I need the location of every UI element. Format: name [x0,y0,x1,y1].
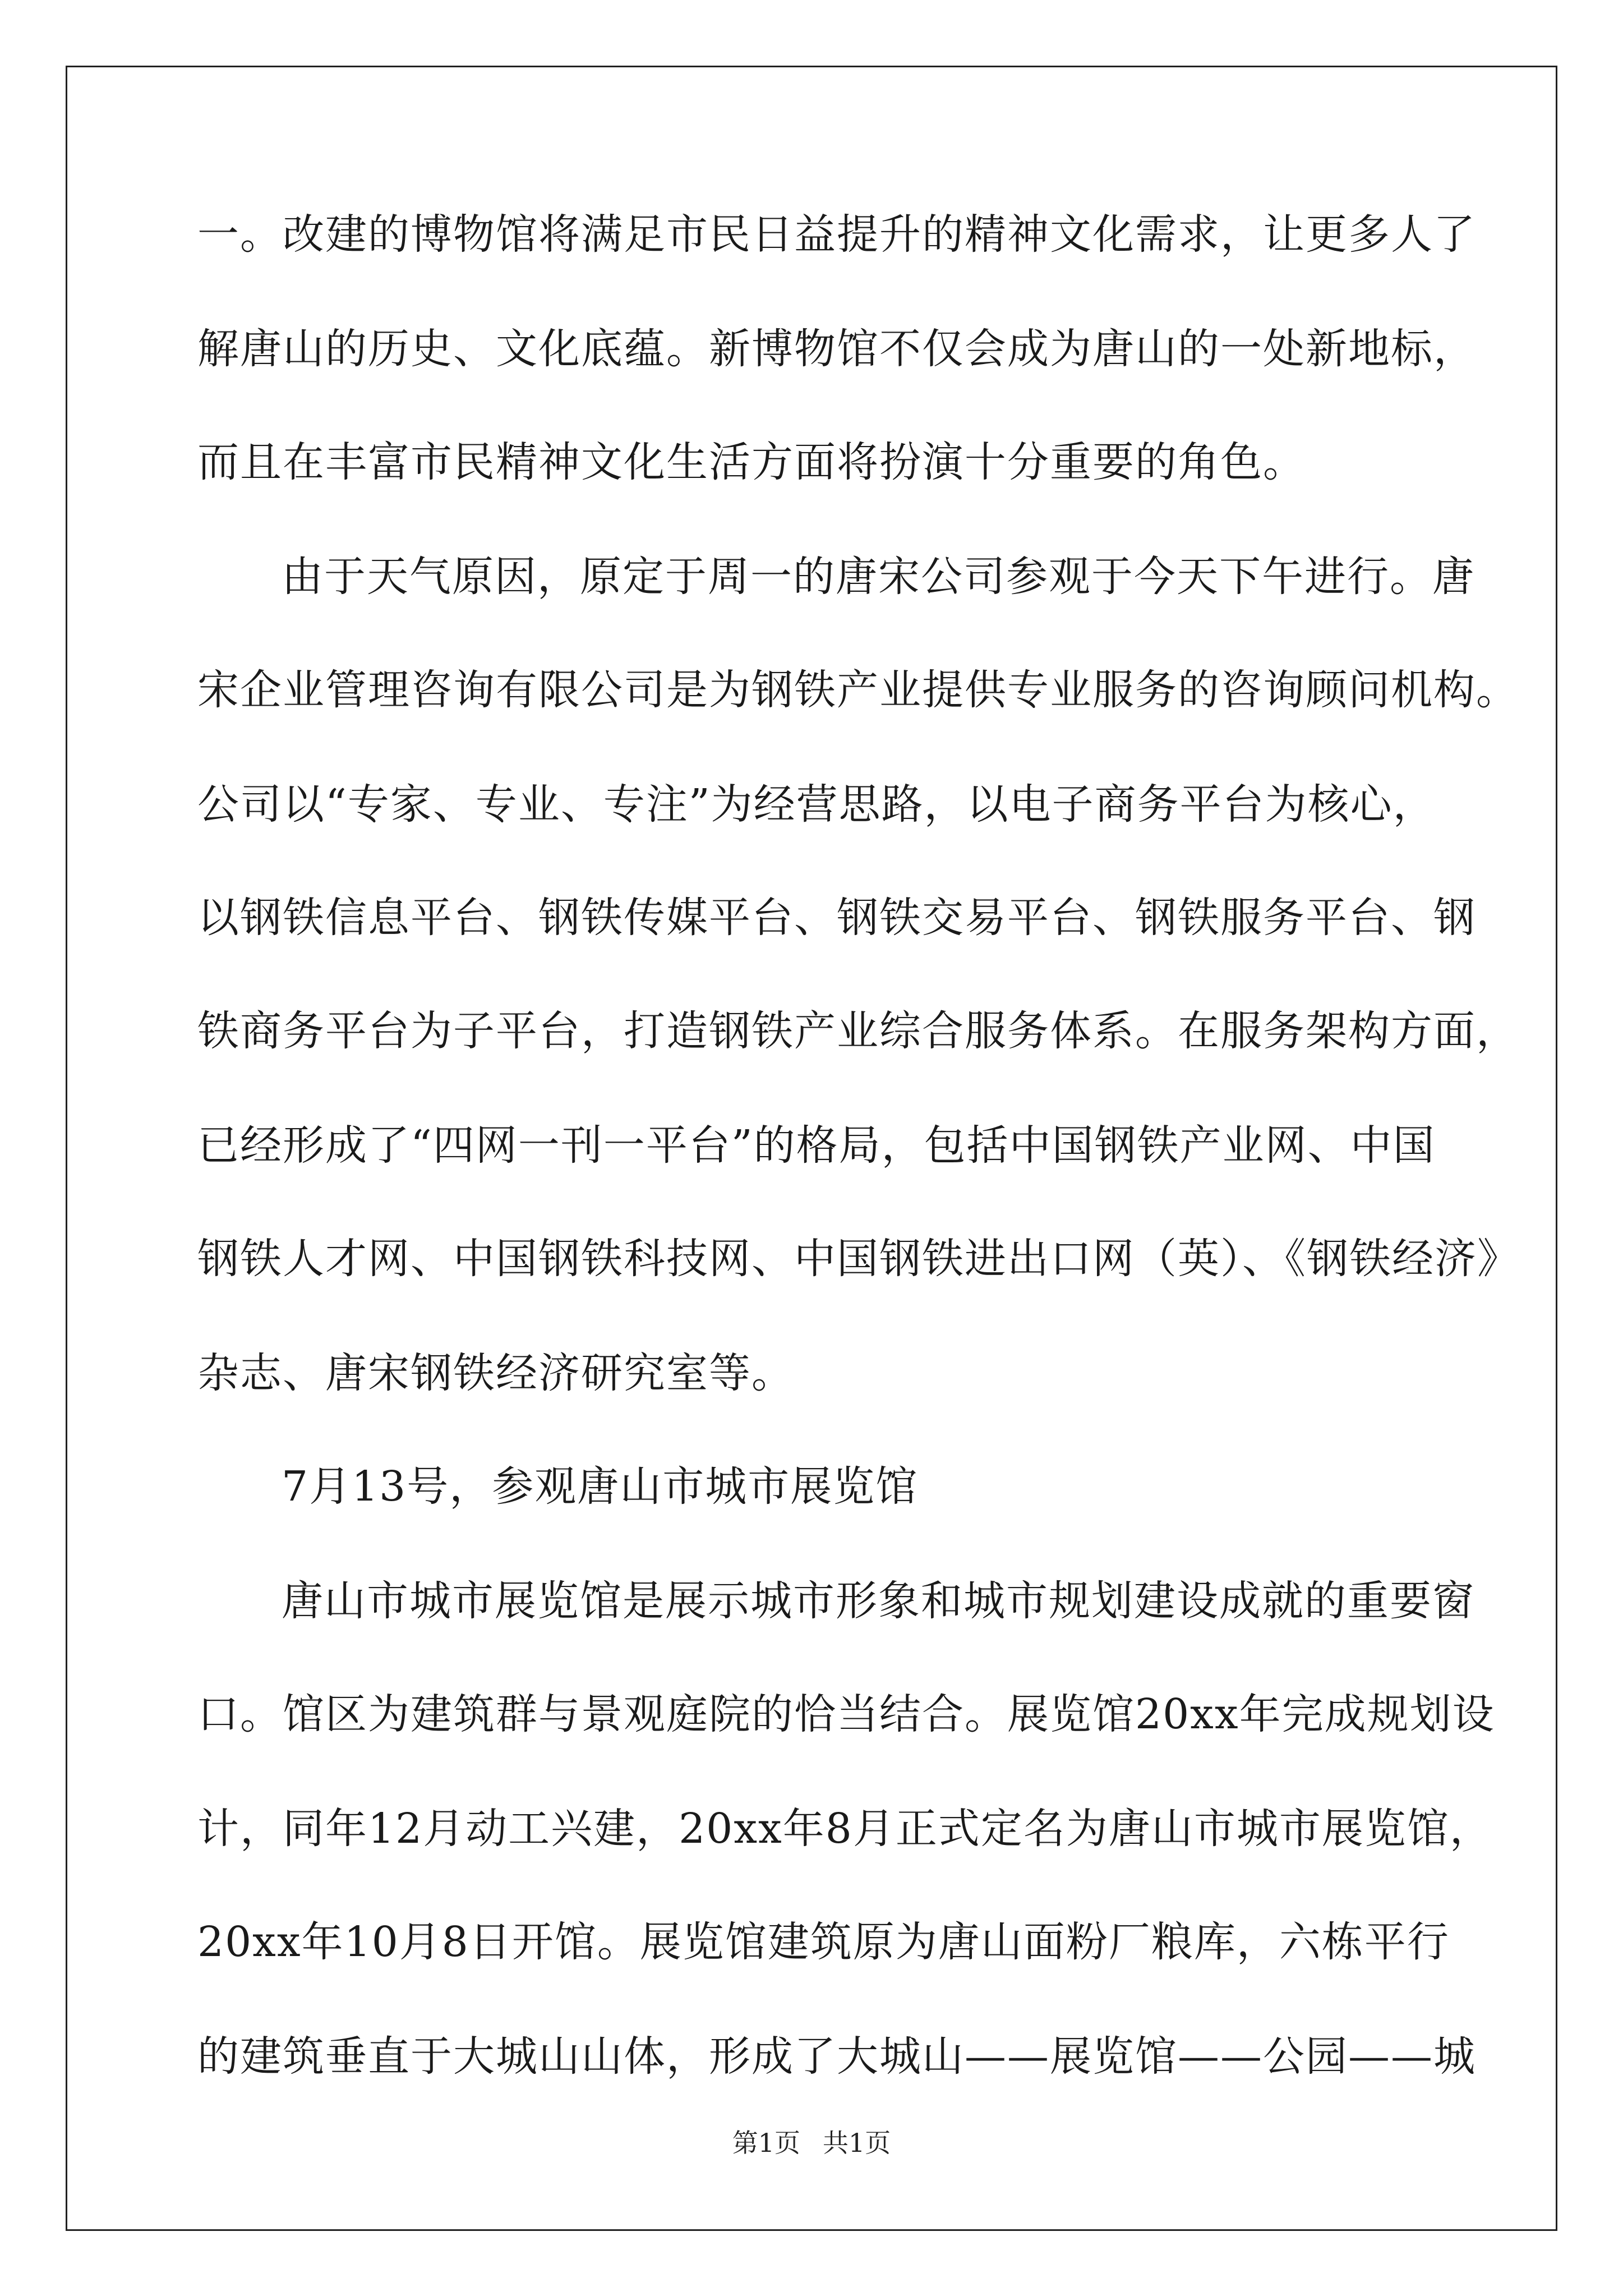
text-line: 计，同年12月动工兴建，20xx年8月正式定名为唐山市城市展览馆， [197,1805,1492,1853]
text-line: 已经形成了“四网一刊一平台”的格局，包括中国钢铁产业网、中国 [197,1121,1436,1170]
text-line: 20xx年10月8日开馆。展览馆建筑原为唐山面粉厂粮库，六栋平行 [197,1918,1450,1966]
text-line: 而且在丰富市民精神文化生活方面将扮演十分重要的角色。 [197,438,1306,486]
text-line: 唐山市城市展览馆是展示城市形象和城市规划建设成就的重要窗 [282,1577,1475,1625]
text-line: 钢铁人才网、中国钢铁科技网、中国钢铁进出口网（英）、《钢铁经济》 [197,1235,1520,1283]
text-line: 以钢铁信息平台、钢铁传媒平台、钢铁交易平台、钢铁服务平台、钢 [197,894,1476,942]
text-line: 杂志、唐宋钢铁经济研究室等。 [197,1349,794,1397]
text-line: 解唐山的历史、文化底蕴。新博物馆不仅会成为唐山的一处新地标， [197,325,1476,373]
text-line: 一。改建的博物馆将满足市民日益提升的精神文化需求，让更多人了 [197,210,1476,259]
text-line: 宋企业管理咨询有限公司是为钢铁产业提供专业服务的咨询顾问机构。 [197,666,1519,714]
section-heading: 7月13号，参观唐山市城市展览馆 [282,1462,919,1511]
text-line: 公司以“专家、专业、专注”为经营思路，以电子商务平台为核心， [197,780,1436,829]
text-line: 铁商务平台为子平台，打造钢铁产业综合服务体系。在服务架构方面， [197,1007,1519,1055]
page-footer [0,2126,1623,2160]
page-total: 共1页 [823,2128,891,2158]
page-number: 第1页 [732,2128,800,2158]
text-line: 口。馆区为建筑群与景观庭院的恰当结合。展览馆20xx年完成规划设 [197,1690,1495,1738]
text-line: 由于天气原因，原定于周一的唐宋公司参观于今天下午进行。唐 [282,553,1475,601]
text-line: 的建筑垂直于大城山山体，形成了大城山——展览馆——公园——城 [197,2032,1476,2081]
